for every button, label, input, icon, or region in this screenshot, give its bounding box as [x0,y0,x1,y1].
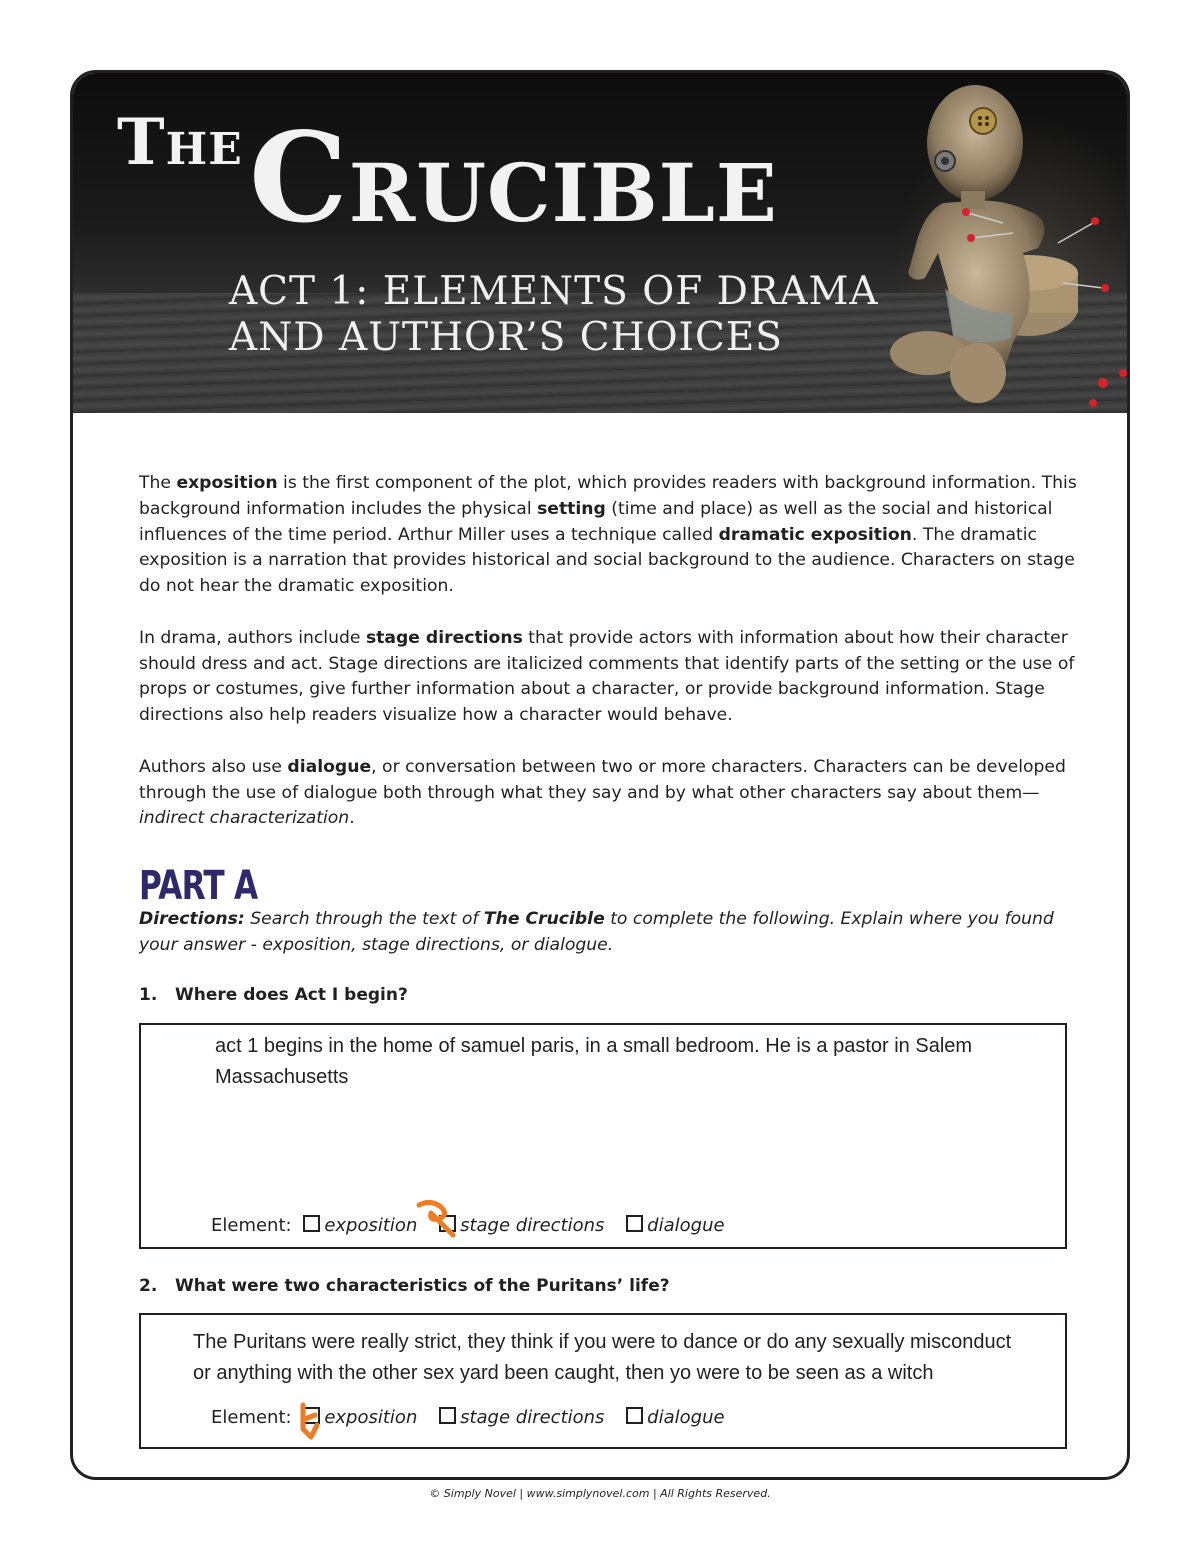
intro-text [139,471,1079,858]
answer-box-1[interactable] [139,1023,1067,1249]
question-1: 1. Where does Act I begin? [139,985,408,1005]
intro-paragraph-exposition: The exposition is the first component of the plot, which provides readers with background information. This background information includes the physical setting (time and place) as well as the social and historical influences of the time period. Arthur Miller uses a technique called dramatic exposition. The dramatic exposition is a narration that provides historical and social background to the audience. Characters on stage do not hear the dramatic exposition. [139,473,1077,597]
footer-copyright: © Simply Novel | www.simplynovel.com | All Rights Reserved. [429,1487,771,1500]
worksheet-frame [70,70,1130,1480]
element-row-2: Element: exposition stage directions dialogue [211,1407,725,1428]
answer-text-2[interactable]: The Puritans were really strict, they think if you were to dance or do any sexually misconduct or anything with the other sex yard been caught, then yo were to be seen as a witch [193,1331,1012,1384]
check-mark-icon [295,1399,325,1443]
title-crucible: CRUCIBLE [249,106,778,251]
title-the: THE [117,105,243,180]
voodoo-doll-image [853,73,1127,413]
checkbox-dialogue[interactable] [626,1215,643,1232]
element-row-1: Element: exposition stage directions dialogue [211,1215,725,1236]
answer-box-2[interactable] [139,1313,1067,1449]
check-mark-icon [413,1197,463,1241]
header-banner [73,73,1127,413]
intro-paragraph-stage-directions: In drama, authors include stage directions that provide actors with information about how their character should dress and act. Stage directions are italicized comments that identify parts of the setting or the use of props or costumes, give further information about a character, or provide background information. Stage directions also help readers visualize how a character would behave. [139,627,1075,726]
subtitle-line-1: ACT 1: ELEMENTS OF DRAMA [229,269,879,314]
part-a-heading: PART A [139,863,258,909]
checkbox-dialogue[interactable] [626,1407,643,1424]
subtitle-line-2: AND AUTHOR’S CHOICES [229,315,783,360]
checkbox-exposition[interactable] [303,1215,320,1232]
answer-text-1[interactable]: act 1 begins in the home of samuel paris, in a small bedroom. He is a pastor in Salem Massachusetts [215,1035,973,1088]
question-2: 2. What were two characteristics of the Puritans’ life? [139,1276,670,1296]
worksheet-subtitle [229,269,879,361]
checkbox-stage-directions[interactable] [439,1407,456,1424]
directions: Directions: Search through the text of The Crucible to complete the following. Explain where you found your answer - exposition, stage directions, or dialogue. [139,909,1054,955]
intro-paragraph-dialogue: Authors also use dialogue, or conversation between two or more characters. Characters can be developed through the use of dialogue both through what they say and by what other characters say about them—indirect characterization. [139,756,1066,829]
